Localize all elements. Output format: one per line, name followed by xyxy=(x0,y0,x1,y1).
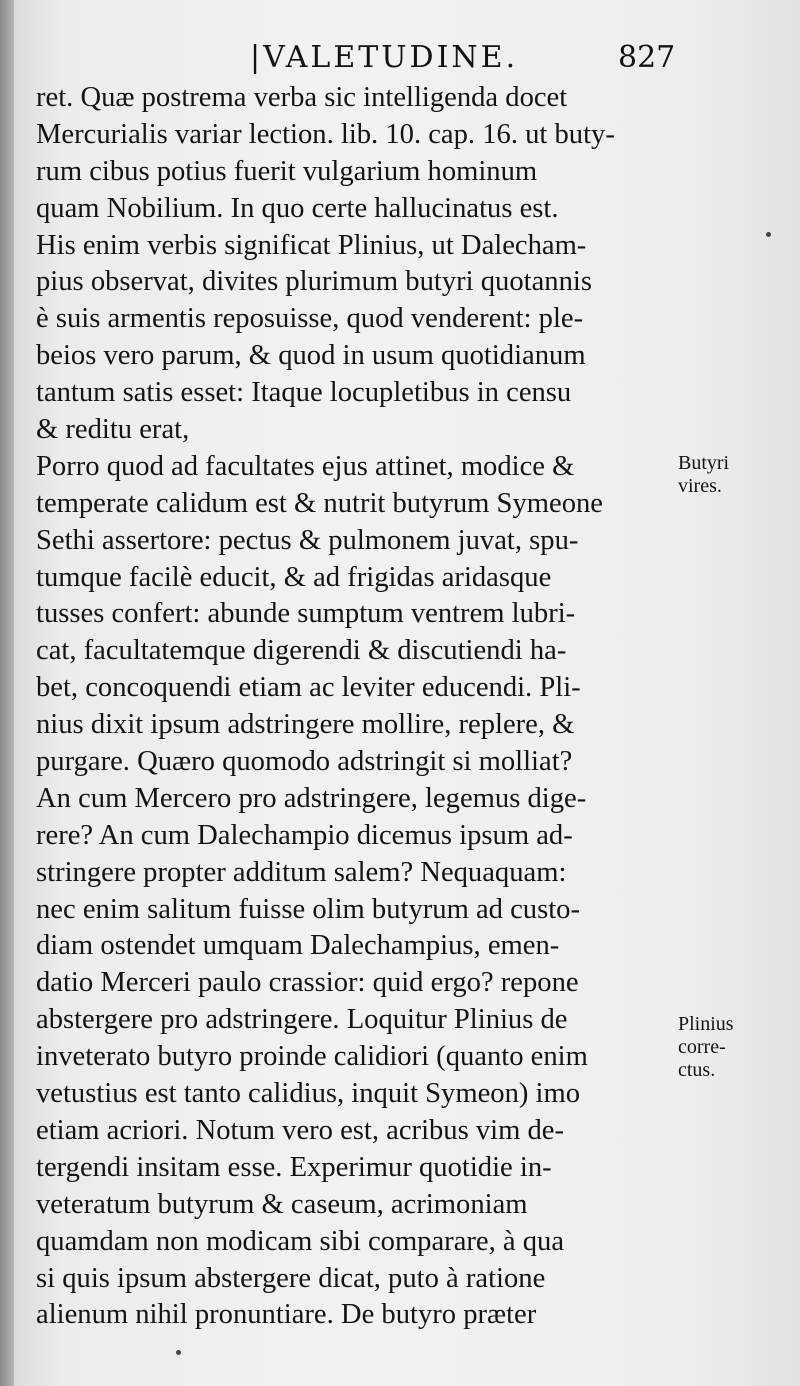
text-line: quamdam non modicam sibi comparare, à qua xyxy=(36,1225,565,1257)
text-line: rere? An cum Dalechampio dicemus ipsum ad- xyxy=(36,819,573,851)
text-line: Porro quod ad facultates ejus attinet, modice & xyxy=(36,450,575,482)
text-line: tumque facilè educit, & ad frigidas aridasque xyxy=(36,561,552,593)
text-line: ret. Quæ postrema verba sic intelligenda docet xyxy=(36,82,568,113)
book-gutter-shadow xyxy=(0,0,14,1386)
text-line: & reditu erat, xyxy=(36,414,190,446)
text-line: nec enim salitum fuisse olim butyrum ad custo- xyxy=(36,893,580,925)
text-line: rum cibus potius fuerit vulgarium hominum xyxy=(36,155,538,187)
margin-note-line: Plinius xyxy=(678,1013,734,1035)
body-text xyxy=(36,80,682,1334)
text-line: cat, facultatemque digerendi & discutiendi ha- xyxy=(36,635,567,667)
text-line: pius observat, divites plurimum butyri quotannis xyxy=(36,266,592,298)
text-line: tantum satis esset: Itaque locupletibus in censu xyxy=(36,377,572,409)
text-line: beios vero parum, & quod in usum quotidianum xyxy=(36,340,586,372)
ink-speck xyxy=(766,232,771,237)
margin-note-line: vires. xyxy=(678,475,722,497)
margin-note-line: corre- xyxy=(678,1036,726,1058)
text-line: quam Nobilium. In quo certe hallucinatus est. xyxy=(36,192,559,224)
text-line: nius dixit ipsum adstringere mollire, replere, & xyxy=(36,709,575,741)
text-line: si quis ipsum abstergere dicat, puto à ratione xyxy=(36,1262,546,1294)
text-line: datio Merceri paulo crassior: quid ergo? repone xyxy=(36,967,579,999)
text-line: His enim verbis significat Plinius, ut Dalecham- xyxy=(36,229,587,261)
margin-note-line: Butyri xyxy=(678,452,730,474)
margin-note-plinius-correctus xyxy=(678,1013,734,1082)
page-header xyxy=(14,38,800,78)
margin-note-line: ctus. xyxy=(678,1059,716,1081)
text-line: veteratum butyrum & caseum, acrimoniam xyxy=(36,1188,528,1220)
text-line: è suis armentis reposuisse, quod venderent: ple- xyxy=(36,303,584,335)
text-line: tusses confert: abunde sumptum ventrem lubri- xyxy=(36,598,576,630)
text-line: An cum Mercero pro adstringere, legemus dige- xyxy=(36,782,587,814)
text-line: Sethi assertore: pectus & pulmonem juvat, spu- xyxy=(36,524,579,556)
text-line: temperate calidum est & nutrit butyrum Symeone xyxy=(36,487,603,519)
text-line: etiam acriori. Notum vero est, acribus vim de- xyxy=(36,1114,565,1146)
page-number: 827 xyxy=(618,40,676,75)
text-line: abstergere pro adstringere. Loquitur Plinius de xyxy=(36,1004,568,1036)
text-line: Mercurialis variar lection. lib. 10. cap. 16. ut buty- xyxy=(36,118,615,150)
text-line: alienum nihil pronuntiare. De butyro præter xyxy=(36,1299,537,1331)
text-line: bet, concoquendi etiam ac leviter educendi. Pli- xyxy=(36,672,581,704)
text-line: stringere propter additum salem? Nequaquam: xyxy=(36,856,567,888)
text-line: vetustius est tanto calidius, inquit Symeon) imo xyxy=(36,1078,581,1110)
text-line: tergendi insitam esse. Experimur quotidie in- xyxy=(36,1151,552,1183)
running-head: |VALETUDINE. xyxy=(250,40,519,75)
text-line: diam ostendet umquam Dalechampius, emen- xyxy=(36,930,560,962)
text-line: inveterato butyro proinde calidiori (quanto enim xyxy=(36,1041,588,1073)
margin-note-butyri-vires xyxy=(678,452,729,498)
text-line: purgare. Quæro quomodo adstringit si molliat? xyxy=(36,746,573,778)
book-page xyxy=(14,0,800,1386)
ink-speck xyxy=(176,1350,181,1355)
